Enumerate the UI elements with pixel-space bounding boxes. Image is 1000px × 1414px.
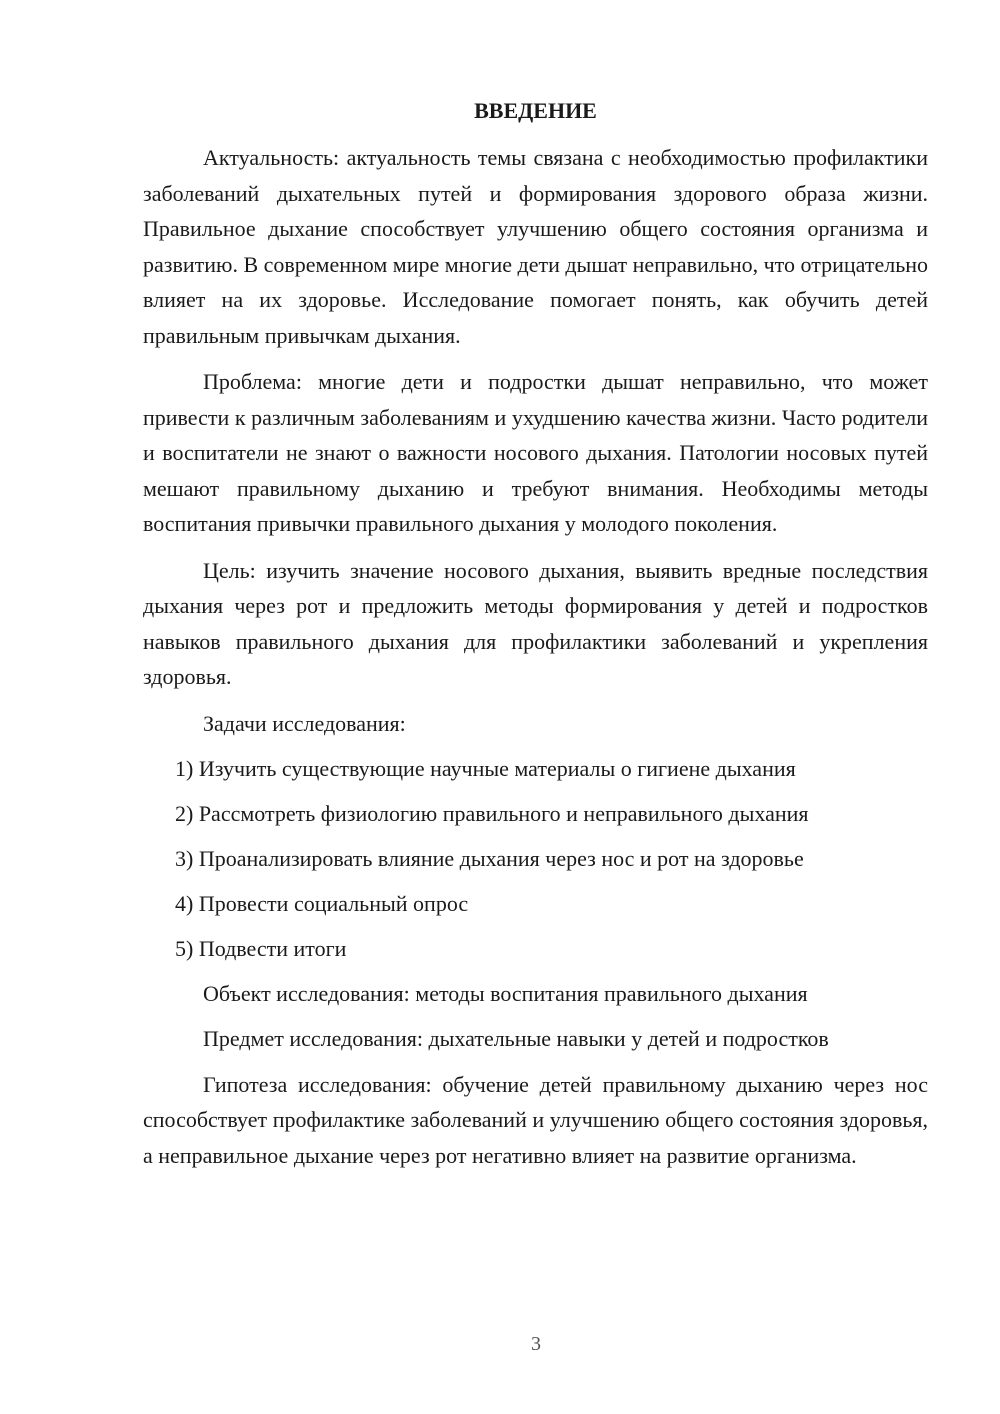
list-item: 4) Провести социальный опрос <box>175 890 469 916</box>
list-item: 3) Проанализировать влияние дыхания через нос и рот на здоровье <box>175 845 804 871</box>
problem-paragraph: Проблема: многие дети и подростки дышат неправильно, что может привести к различным заболеваниям и ухудшению качества жизни. Часто родители и воспитатели не знают о важности носового дыхания. Патологии носовых путей мешают правильному дыханию и требуют внимания. Необходимы методы воспитания привычки правильного дыхания у молодого поколения. <box>143 369 928 536</box>
goal-paragraph: Цель: изучить значение носового дыхания, выявить вредные последствия дыхания через рот и предложить методы формирования у детей и подростков навыков правильного дыхания для профилактики заболеваний и укрепления здоровья. <box>143 557 928 689</box>
list-item: 2) Рассмотреть физиологию правильного и неправильного дыхания <box>175 800 809 826</box>
subject-paragraph: Предмет исследования: дыхательные навыки у детей и подростков <box>203 1026 829 1051</box>
page-number: 3 <box>531 1333 541 1355</box>
list-item: 5) Подвести итоги <box>175 935 347 961</box>
section-heading: ВВЕДЕНИЕ <box>474 98 597 123</box>
document-page <box>143 96 928 1184</box>
list-item: 1) Изучить существующие научные материалы о гигиене дыхания <box>175 755 796 781</box>
tasks-list <box>143 751 928 966</box>
relevance-paragraph: Актуальность: актуальность темы связана с необходимостью профилактики заболеваний дыхательных путей и формирования здорового образа жизни. Правильное дыхание способствует улучшению общего состояния организма и развитию. В современном мире многие дети дышат неправильно, что отрицательно влияет на их здоровье. Исследование помогает понять, как обучить детей правильным привычкам дыхания. <box>143 145 928 348</box>
tasks-title: Задачи исследования: <box>203 710 406 736</box>
hypothesis-paragraph: Гипотеза исследования: обучение детей правильному дыханию через нос способствует профилактике заболеваний и улучшению общего состояния здоровья, а неправильное дыхание через рот негативно влияет на развитие организма. <box>143 1071 928 1168</box>
object-paragraph: Объект исследования: методы воспитания правильного дыхания <box>203 980 808 1006</box>
